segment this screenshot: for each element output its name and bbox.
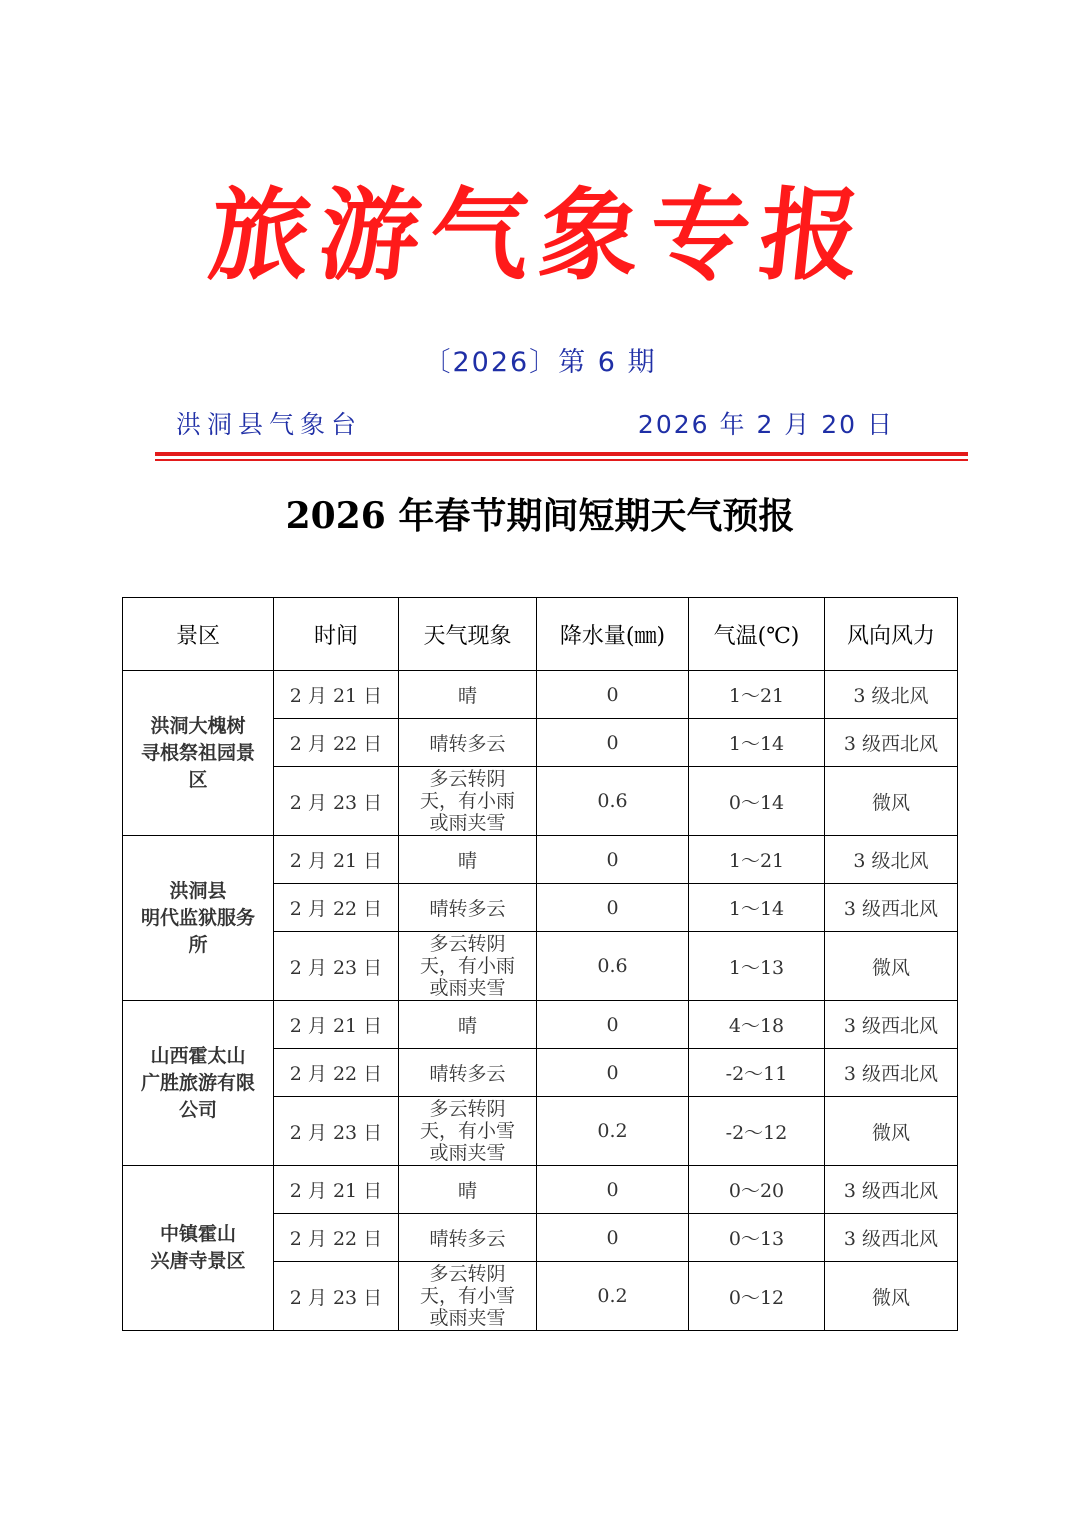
weather-phenomenon-line: 或雨夹雪 xyxy=(429,812,506,834)
wind-info: 微风 xyxy=(825,767,958,836)
temperature-range: 1～13 xyxy=(689,932,825,1001)
masthead-title: 旅游气象专报 xyxy=(203,176,877,294)
weather-phenomenon xyxy=(399,671,537,719)
weather-phenomenon-line: 晴转多云 xyxy=(429,1228,506,1250)
temperature-range: 0～14 xyxy=(689,767,825,836)
precipitation-amount: 0 xyxy=(537,1214,689,1262)
scenic-spot-name-line: 区 xyxy=(188,768,208,791)
column-header-weather: 天气现象 xyxy=(399,598,537,671)
column-header-wind: 风向风力 xyxy=(825,598,958,671)
weather-phenomenon-line: 或雨夹雪 xyxy=(429,1307,506,1329)
scenic-spot-name-line: 公司 xyxy=(178,1098,217,1121)
forecast-date: 2 月 21 日 xyxy=(274,1166,399,1214)
scenic-spot-name-line: 寻根祭祖园景 xyxy=(140,741,255,764)
issue-date: 2026 年 2 月 20 日 xyxy=(637,410,894,439)
weather-phenomenon xyxy=(399,1166,537,1214)
temperature-range: -2～12 xyxy=(689,1097,825,1166)
weather-phenomenon-line: 天，有小雪 xyxy=(419,1120,515,1142)
weather-phenomenon xyxy=(399,719,537,767)
scenic-spot-name xyxy=(123,836,274,1001)
temperature-range: -2～11 xyxy=(689,1049,825,1097)
scenic-spot-name xyxy=(123,1166,274,1331)
forecast-date: 2 月 21 日 xyxy=(274,1001,399,1049)
weather-phenomenon-line: 晴转多云 xyxy=(429,1063,506,1085)
weather-phenomenon xyxy=(399,1049,537,1097)
column-header-temp: 气温(℃) xyxy=(689,598,825,671)
weather-phenomenon-line: 晴 xyxy=(457,1015,477,1037)
scenic-spot-name-line: 山西霍太山 xyxy=(150,1044,246,1067)
weather-phenomenon-line: 多云转阴 xyxy=(429,1263,506,1285)
precipitation-amount: 0.6 xyxy=(537,767,689,836)
wind-info: 3 级西北风 xyxy=(825,719,958,767)
temperature-range: 1～21 xyxy=(689,671,825,719)
column-header-precip: 降水量(㎜) xyxy=(537,598,689,671)
scenic-spot-name-line: 洪洞大槐树 xyxy=(150,714,246,737)
precipitation-amount: 0 xyxy=(537,1049,689,1097)
wind-info: 3 级西北风 xyxy=(825,1001,958,1049)
weather-phenomenon xyxy=(399,932,537,1001)
weather-phenomenon-line: 晴转多云 xyxy=(429,733,506,755)
document-title: 2026 年春节期间短期天气预报 xyxy=(285,495,795,537)
weather-phenomenon xyxy=(399,884,537,932)
precipitation-amount: 0 xyxy=(537,719,689,767)
table-row xyxy=(123,1166,958,1214)
wind-info: 3 级北风 xyxy=(825,671,958,719)
weather-phenomenon-line: 或雨夹雪 xyxy=(429,1142,506,1164)
header-rule-thin xyxy=(155,459,968,461)
precipitation-amount: 0.2 xyxy=(537,1262,689,1331)
wind-info: 微风 xyxy=(825,932,958,1001)
scenic-spot-name-line: 洪洞县 xyxy=(169,879,227,902)
weather-phenomenon xyxy=(399,767,537,836)
temperature-range: 1～14 xyxy=(689,884,825,932)
forecast-date: 2 月 22 日 xyxy=(274,1214,399,1262)
scenic-spot-name-line: 兴唐寺景区 xyxy=(150,1250,246,1272)
weather-phenomenon-line: 天，有小雨 xyxy=(419,790,515,812)
forecast-table-body xyxy=(123,671,958,1331)
scenic-spot-name-line: 明代监狱服务 xyxy=(140,906,255,929)
header-rule-thick xyxy=(155,452,968,456)
scenic-spot-name xyxy=(123,671,274,836)
weather-phenomenon-line: 天，有小雨 xyxy=(419,955,515,977)
forecast-date: 2 月 23 日 xyxy=(274,767,399,836)
wind-info: 3 级西北风 xyxy=(825,1214,958,1262)
forecast-date: 2 月 21 日 xyxy=(274,836,399,884)
scenic-spot-name-line: 所 xyxy=(188,933,208,956)
precipitation-amount: 0 xyxy=(537,1001,689,1049)
weather-phenomenon-line: 多云转阴 xyxy=(429,933,506,955)
table-row xyxy=(123,1001,958,1049)
precipitation-amount: 0 xyxy=(537,836,689,884)
precipitation-amount: 0 xyxy=(537,1166,689,1214)
weather-phenomenon-line: 晴转多云 xyxy=(429,898,506,920)
wind-info: 微风 xyxy=(825,1262,958,1331)
temperature-range: 1～14 xyxy=(689,719,825,767)
weather-phenomenon xyxy=(399,1097,537,1166)
forecast-date: 2 月 22 日 xyxy=(274,1049,399,1097)
wind-info: 微风 xyxy=(825,1097,958,1166)
forecast-date: 2 月 22 日 xyxy=(274,719,399,767)
scenic-spot-name-line: 中镇霍山 xyxy=(159,1223,236,1245)
wind-info: 3 级北风 xyxy=(825,836,958,884)
forecast-date: 2 月 23 日 xyxy=(274,932,399,1001)
forecast-date: 2 月 22 日 xyxy=(274,884,399,932)
issue-number: 〔2026〕第 6 期 xyxy=(423,347,657,378)
table-header-row xyxy=(123,598,958,671)
weather-phenomenon-line: 晴 xyxy=(457,850,477,872)
temperature-range: 1～21 xyxy=(689,836,825,884)
weather-phenomenon-line: 晴 xyxy=(457,1180,477,1202)
precipitation-amount: 0 xyxy=(537,884,689,932)
temperature-range: 0～12 xyxy=(689,1262,825,1331)
column-header-spot: 景区 xyxy=(123,598,274,671)
forecast-date: 2 月 23 日 xyxy=(274,1097,399,1166)
weather-phenomenon-line: 多云转阴 xyxy=(429,768,506,790)
scenic-spot-name xyxy=(123,1001,274,1166)
weather-phenomenon-line: 或雨夹雪 xyxy=(429,977,506,999)
weather-phenomenon xyxy=(399,836,537,884)
table-row xyxy=(123,671,958,719)
weather-phenomenon-line: 多云转阴 xyxy=(429,1098,506,1120)
precipitation-amount: 0.6 xyxy=(537,932,689,1001)
weather-phenomenon-line: 天，有小雪 xyxy=(419,1285,515,1307)
weather-phenomenon xyxy=(399,1214,537,1262)
weather-phenomenon xyxy=(399,1262,537,1331)
forecast-date: 2 月 21 日 xyxy=(274,671,399,719)
forecast-table xyxy=(122,597,958,1331)
wind-info: 3 级西北风 xyxy=(825,884,958,932)
column-header-date: 时间 xyxy=(274,598,399,671)
precipitation-amount: 0.2 xyxy=(537,1097,689,1166)
weather-phenomenon xyxy=(399,1001,537,1049)
precipitation-amount: 0 xyxy=(537,671,689,719)
forecast-date: 2 月 23 日 xyxy=(274,1262,399,1331)
table-row xyxy=(123,836,958,884)
scenic-spot-name-line: 广胜旅游有限 xyxy=(140,1071,255,1094)
temperature-range: 4～18 xyxy=(689,1001,825,1049)
temperature-range: 0～20 xyxy=(689,1166,825,1214)
temperature-range: 0～13 xyxy=(689,1214,825,1262)
issuing-office: 洪洞县气象台 xyxy=(176,410,363,439)
weather-phenomenon-line: 晴 xyxy=(457,685,477,707)
wind-info: 3 级西北风 xyxy=(825,1166,958,1214)
wind-info: 3 级西北风 xyxy=(825,1049,958,1097)
